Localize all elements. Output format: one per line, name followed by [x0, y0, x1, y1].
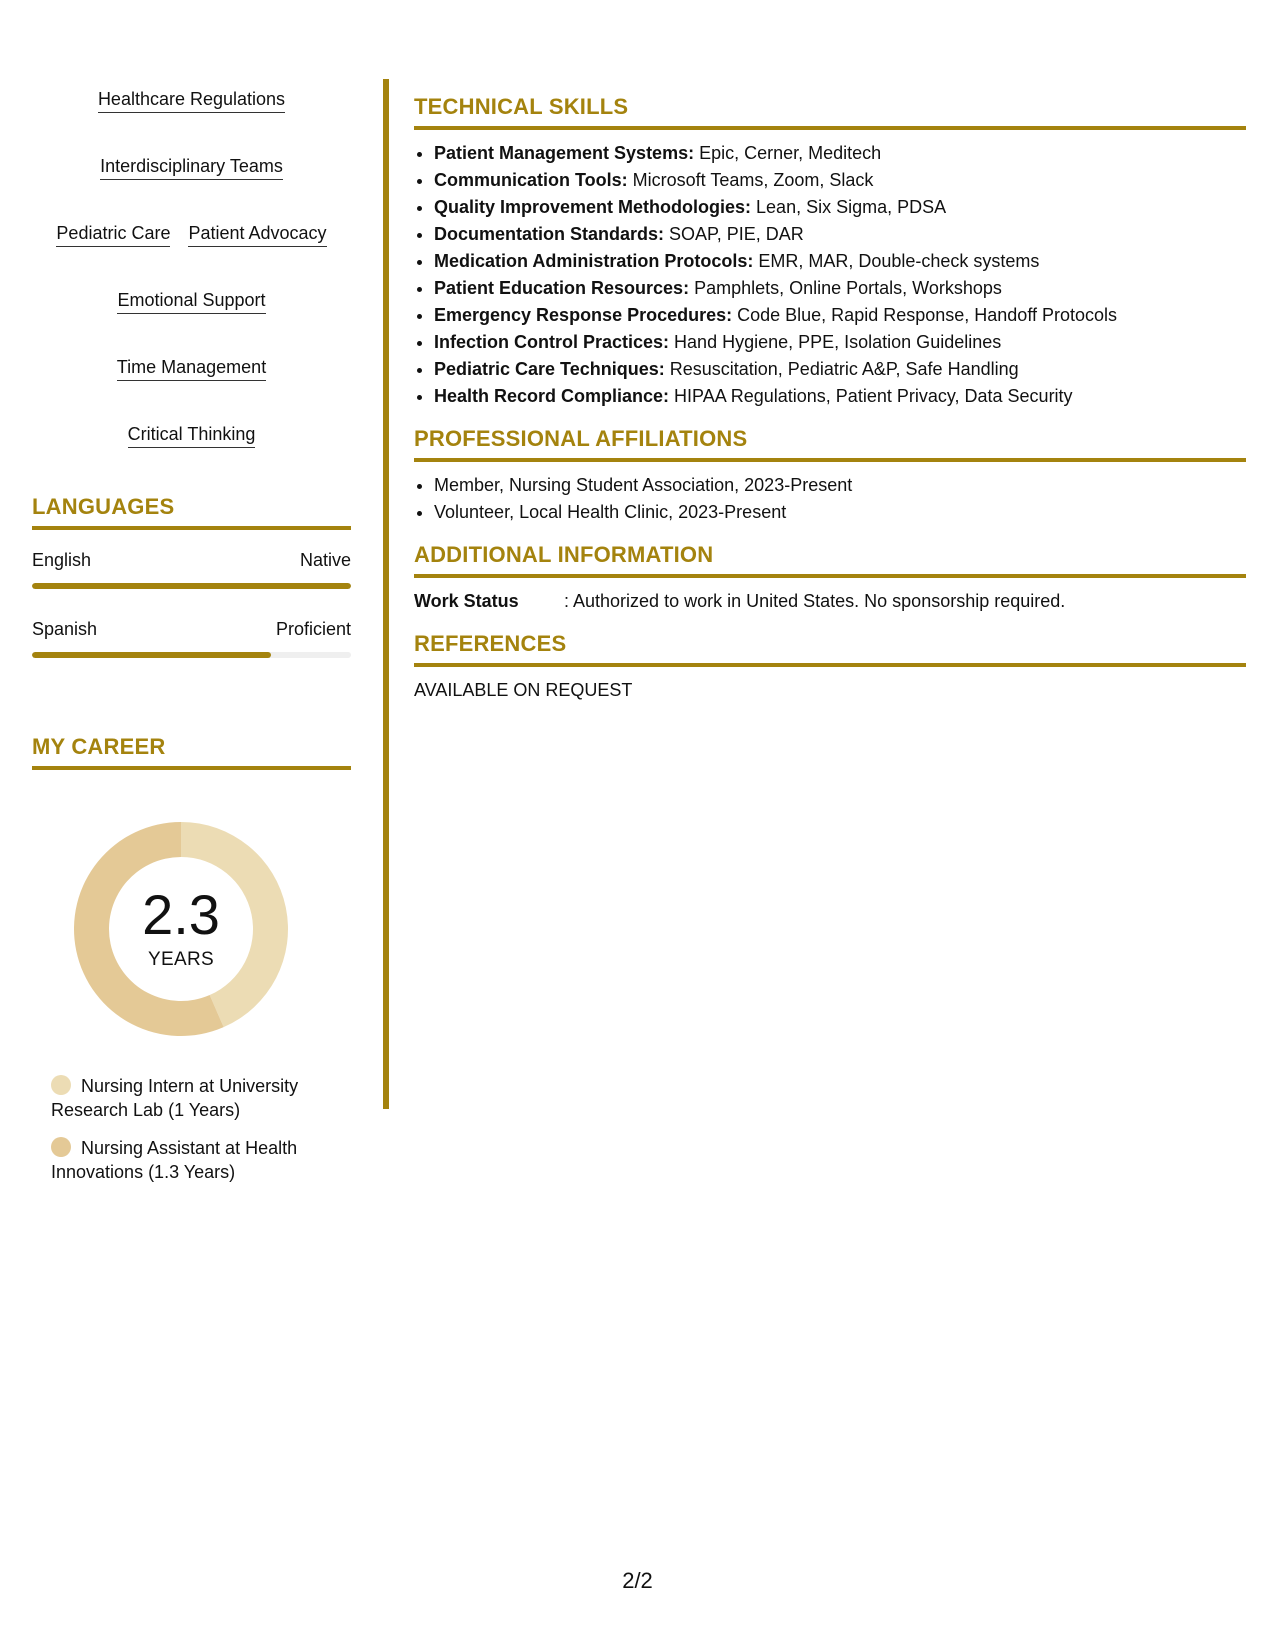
list-item: • Quality Improvement Methodologies: Lean, Six Sigma, PDSA: [434, 194, 1246, 221]
language-level: Native: [299, 550, 351, 570]
right-column: [414, 94, 1246, 720]
career-heading: MY CAREER: [32, 734, 351, 770]
language-bar-fill: [32, 652, 271, 658]
language-name: Spanish: [32, 619, 98, 639]
skill-tag: Patient Advocacy: [188, 222, 326, 247]
legend-label: Nursing Intern at University Research Lab (1 Years): [51, 1076, 299, 1120]
skill-tag: Interdisciplinary Teams: [100, 155, 283, 180]
list-item: • Emergency Response Procedures: Code Blue, Rapid Response, Handoff Protocols: [434, 302, 1246, 329]
language-item: [32, 550, 351, 589]
language-name: English: [32, 550, 92, 570]
skill-tag: Healthcare Regulations: [98, 88, 285, 113]
technical-skills-list: [414, 140, 1246, 410]
legend-dot: [51, 1075, 71, 1095]
list-item: • Documentation Standards: SOAP, PIE, DAR: [434, 221, 1246, 248]
additional-info-heading: ADDITIONAL INFORMATION: [414, 542, 1246, 578]
references-heading: REFERENCES: [414, 631, 1246, 667]
language-item: [32, 619, 351, 658]
affiliations-section: [414, 426, 1246, 526]
additional-info-section: [414, 542, 1246, 615]
list-item: • Pediatric Care Techniques: Resuscitation, Pediatric A&P, Safe Handling: [434, 356, 1246, 383]
career-legend: [51, 1074, 341, 1184]
page-number: 2/2: [622, 1568, 653, 1593]
technical-skills-heading: TECHNICAL SKILLS: [414, 94, 1246, 130]
list-item: • Infection Control Practices: Hand Hygiene, PPE, Isolation Guidelines: [434, 329, 1246, 356]
list-item: • Volunteer, Local Health Clinic, 2023-Present: [434, 499, 1246, 526]
career-total: 2.3: [142, 883, 220, 946]
references-text: AVAILABLE ON REQUEST: [414, 680, 633, 700]
languages-heading: LANGUAGES: [32, 494, 351, 530]
legend-item: [51, 1074, 341, 1122]
list-item: • Health Record Compliance: HIPAA Regulations, Patient Privacy, Data Security: [434, 383, 1246, 410]
list-item: • Communication Tools: Microsoft Teams, Zoom, Slack: [434, 167, 1246, 194]
language-level: Proficient: [275, 619, 351, 639]
references-section: [414, 631, 1246, 704]
affiliations-list: [414, 472, 1246, 526]
affiliations-heading: PROFESSIONAL AFFILIATIONS: [414, 426, 1246, 462]
list-item: • Patient Education Resources: Pamphlets, Online Portals, Workshops: [434, 275, 1246, 302]
language-bar: [32, 583, 351, 589]
list-item: • Patient Management Systems: Epic, Cerner, Meditech: [434, 140, 1246, 167]
technical-skills-section: [414, 94, 1246, 410]
work-status-label: Work Status: [414, 591, 519, 611]
skill-tag: Critical Thinking: [128, 423, 256, 448]
work-status-row: [414, 588, 1246, 615]
career-donut: [66, 814, 296, 1044]
skill-tag: Time Management: [117, 356, 266, 381]
list-item: • Medication Administration Protocols: EMR, MAR, Double-check systems: [434, 248, 1246, 275]
skills-cloud: [32, 80, 351, 448]
legend-label: Nursing Assistant at Health Innovations (1.3 Years): [51, 1138, 298, 1182]
skill-tag: Pediatric Care: [56, 222, 170, 247]
language-bar: [32, 652, 351, 658]
career-unit: YEARS: [148, 949, 214, 970]
career-section: [32, 734, 351, 1184]
work-status-value: : Authorized to work in United States. No sponsorship required.: [564, 591, 1066, 611]
skill-tag: Emotional Support: [117, 289, 265, 314]
language-bar-fill: [32, 583, 351, 589]
column-divider: [383, 79, 389, 1109]
legend-dot: [51, 1137, 71, 1157]
languages-section: [32, 494, 351, 658]
legend-item: [51, 1136, 341, 1184]
list-item: • Member, Nursing Student Association, 2023-Present: [434, 472, 1246, 499]
left-column: [32, 80, 351, 1198]
